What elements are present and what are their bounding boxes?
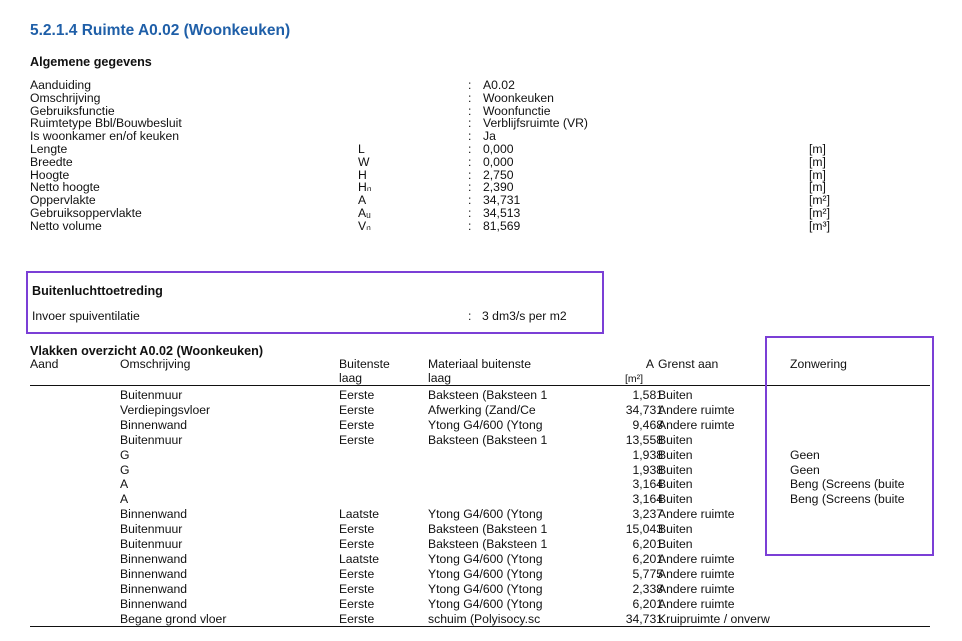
general-row bbox=[30, 105, 930, 117]
row-omschrijving: G bbox=[120, 462, 130, 477]
row-omschrijving: Buitenmuur bbox=[120, 388, 183, 402]
row-omschrijving: Binnenwand bbox=[120, 581, 188, 596]
general-row bbox=[30, 156, 930, 168]
general-row bbox=[30, 117, 930, 129]
air-label: Invoer spuiventilatie bbox=[32, 309, 140, 323]
row-omschrijving: A bbox=[120, 477, 129, 492]
row-area: 3,237 bbox=[632, 507, 663, 522]
general-unit: [m] bbox=[809, 154, 826, 169]
general-value: Woonfunctie bbox=[483, 103, 551, 118]
row-grenst-aan: Buiten bbox=[658, 522, 693, 537]
row-buitenste-laag: Eerste bbox=[339, 522, 375, 537]
row-area: 3,164 bbox=[632, 477, 663, 492]
header-material-line2: laag bbox=[428, 371, 452, 385]
general-unit: [m] bbox=[809, 142, 826, 156]
row-grenst-aan: Buiten bbox=[658, 462, 693, 477]
general-colon: : bbox=[468, 78, 472, 92]
row-area: 1,938 bbox=[632, 447, 663, 462]
header-material-line1: Materiaal buitenste bbox=[428, 357, 531, 371]
table-row bbox=[30, 568, 930, 580]
row-buitenste-laag: Eerste bbox=[339, 432, 375, 447]
row-area: 9,468 bbox=[632, 417, 663, 432]
general-value: 34,513 bbox=[483, 206, 521, 220]
general-unit: [m²] bbox=[809, 206, 830, 220]
row-omschrijving: Buitenmuur bbox=[120, 522, 183, 537]
general-value: 2,750 bbox=[483, 167, 514, 182]
table-row bbox=[30, 613, 930, 625]
row-grenst-aan: Andere ruimte bbox=[658, 596, 735, 611]
row-grenst-aan: Andere ruimte bbox=[658, 566, 735, 581]
row-grenst-aan: Buiten bbox=[658, 432, 693, 447]
row-omschrijving: Binnenwand bbox=[120, 566, 188, 581]
row-area: 6,201 bbox=[632, 596, 663, 611]
row-grenst-aan: Kruipruimte / onverw bbox=[658, 611, 770, 626]
faces-heading: Vlakken overzicht A0.02 (Woonkeuken) bbox=[30, 344, 264, 358]
row-area: 5,775 bbox=[632, 566, 663, 581]
row-omschrijving: Begane grond vloer bbox=[120, 611, 227, 626]
general-symbol: L bbox=[358, 142, 365, 156]
general-unit: [m³] bbox=[809, 218, 830, 233]
air-colon: : bbox=[468, 309, 472, 323]
general-colon: : bbox=[468, 180, 472, 195]
row-materiaal: Baksteen (Baksteen 1 bbox=[428, 537, 548, 551]
general-value: Ja bbox=[483, 129, 496, 144]
general-label: Gebruiksoppervlakte bbox=[30, 206, 142, 220]
row-buitenste-laag: Eerste bbox=[339, 596, 375, 611]
general-label: Breedte bbox=[30, 154, 73, 169]
air-value: 3 dm3/s per m2 bbox=[482, 309, 567, 323]
row-omschrijving: A bbox=[120, 492, 129, 507]
general-value: 2,390 bbox=[483, 180, 514, 195]
row-omschrijving: G bbox=[120, 447, 130, 462]
general-unit: [m²] bbox=[809, 193, 830, 208]
row-materiaal: schuim (Polyisocy.sc bbox=[428, 611, 541, 626]
general-symbol: H bbox=[358, 167, 367, 182]
footer-rule bbox=[30, 626, 930, 627]
general-value: 0,000 bbox=[483, 142, 514, 156]
row-area: 13,558 bbox=[625, 432, 663, 447]
row-zonwering: Beng (Screens (buite bbox=[790, 477, 905, 492]
general-label: Is woonkamer en/of keuken bbox=[30, 129, 180, 144]
row-materiaal: Baksteen (Baksteen 1 bbox=[428, 432, 548, 447]
row-grenst-aan: Buiten bbox=[658, 492, 693, 507]
general-row bbox=[30, 220, 930, 232]
row-area: 2,338 bbox=[632, 581, 663, 596]
general-symbol: A bbox=[358, 193, 367, 208]
row-grenst-aan: Andere ruimte bbox=[658, 507, 735, 522]
row-area: 34,731 bbox=[625, 402, 663, 417]
row-grenst-aan: Andere ruimte bbox=[658, 581, 735, 596]
row-omschrijving: Binnenwand bbox=[120, 551, 188, 566]
general-colon: : bbox=[468, 193, 472, 208]
general-row bbox=[30, 169, 930, 181]
general-colon: : bbox=[468, 154, 472, 169]
row-area: 1,938 bbox=[632, 462, 663, 477]
row-buitenste-laag: Eerste bbox=[339, 566, 375, 581]
header-area-line2: [m²] bbox=[625, 373, 644, 385]
row-zonwering: Beng (Screens (buite bbox=[790, 492, 905, 507]
general-label: Hoogte bbox=[30, 167, 70, 182]
general-label: Ruimtetype Bbl/Bouwbesluit bbox=[30, 116, 182, 131]
row-grenst-aan: Buiten bbox=[658, 477, 693, 492]
general-colon: : bbox=[468, 90, 472, 105]
header-zonwering: Zonwering bbox=[790, 357, 847, 371]
general-value: 34,731 bbox=[483, 193, 521, 208]
general-label: Gebruiksfunctie bbox=[30, 103, 115, 118]
table-row bbox=[30, 583, 930, 595]
row-area: 15,043 bbox=[625, 522, 663, 537]
general-row bbox=[30, 143, 930, 155]
zonwering-highlight-box bbox=[765, 336, 934, 556]
row-materiaal: Ytong G4/600 (Ytong bbox=[428, 581, 543, 596]
row-zonwering: Geen bbox=[790, 462, 820, 477]
row-omschrijving: Buitenmuur bbox=[120, 537, 183, 551]
air-highlight-box bbox=[26, 271, 604, 334]
row-materiaal: Ytong G4/600 (Ytong bbox=[428, 596, 543, 611]
general-colon: : bbox=[468, 218, 472, 233]
header-grenst: Grenst aan bbox=[658, 357, 719, 371]
header-area-line1: A bbox=[645, 357, 654, 371]
general-row bbox=[30, 130, 930, 142]
header-omschrijving: Omschrijving bbox=[120, 357, 191, 371]
general-label: Oppervlakte bbox=[30, 193, 96, 208]
row-area: 3,164 bbox=[632, 492, 663, 507]
row-grenst-aan: Andere ruimte bbox=[658, 417, 735, 432]
general-colon: : bbox=[468, 116, 472, 131]
row-buitenste-laag: Eerste bbox=[339, 611, 375, 626]
row-materiaal: Baksteen (Baksteen 1 bbox=[428, 522, 548, 537]
general-value: Verblijfsruimte (VR) bbox=[483, 116, 588, 131]
general-symbol: Hₙ bbox=[358, 180, 372, 195]
row-materiaal: Baksteen (Baksteen 1 bbox=[428, 388, 548, 402]
header-aand: Aand bbox=[30, 357, 59, 371]
general-symbol: Aᵤ bbox=[358, 206, 371, 220]
table-row bbox=[30, 598, 930, 610]
general-value: A0.02 bbox=[483, 78, 515, 92]
row-omschrijving: Binnenwand bbox=[120, 596, 188, 611]
general-colon: : bbox=[468, 167, 472, 182]
general-label: Lengte bbox=[30, 142, 68, 156]
row-buitenste-laag: Eerste bbox=[339, 402, 375, 417]
general-heading: Algemene gegevens bbox=[30, 55, 152, 69]
general-row bbox=[30, 207, 930, 219]
row-materiaal: Ytong G4/600 (Ytong bbox=[428, 507, 543, 522]
row-materiaal: Ytong G4/600 (Ytong bbox=[428, 417, 543, 432]
row-omschrijving: Binnenwand bbox=[120, 507, 188, 522]
general-unit: [m] bbox=[809, 167, 826, 182]
row-materiaal: Afwerking (Zand/Ce bbox=[428, 402, 536, 417]
row-buitenste-laag: Laatste bbox=[339, 507, 379, 522]
general-label: Netto hoogte bbox=[30, 180, 100, 195]
row-omschrijving: Verdiepingsvloer bbox=[120, 402, 211, 417]
general-value: 0,000 bbox=[483, 154, 514, 169]
row-area: 34,731 bbox=[625, 611, 663, 626]
row-buitenste-laag: Eerste bbox=[339, 417, 375, 432]
general-label: Omschrijving bbox=[30, 90, 101, 105]
row-buitenste-laag: Eerste bbox=[339, 388, 375, 402]
general-colon: : bbox=[468, 129, 472, 144]
general-unit: [m] bbox=[809, 180, 826, 195]
general-row bbox=[30, 181, 930, 193]
row-grenst-aan: Andere ruimte bbox=[658, 551, 735, 566]
header-laag-line1: Buitenste bbox=[339, 357, 390, 371]
row-zonwering: Geen bbox=[790, 447, 820, 462]
general-colon: : bbox=[468, 206, 472, 220]
row-area: 6,201 bbox=[632, 551, 663, 566]
row-buitenste-laag: Eerste bbox=[339, 581, 375, 596]
row-grenst-aan: Buiten bbox=[658, 537, 693, 551]
general-label: Netto volume bbox=[30, 218, 102, 233]
row-grenst-aan: Buiten bbox=[658, 388, 693, 402]
general-label: Aanduiding bbox=[30, 78, 91, 92]
page-title: 5.2.1.4 Ruimte A0.02 (Woonkeuken) bbox=[30, 22, 291, 39]
air-heading: Buitenluchttoetreding bbox=[32, 284, 163, 298]
general-value: 81,569 bbox=[483, 218, 521, 233]
general-symbol: W bbox=[358, 154, 370, 169]
row-area: 1,581 bbox=[632, 388, 663, 402]
header-laag-line2: laag bbox=[339, 371, 363, 385]
row-buitenste-laag: Laatste bbox=[339, 551, 379, 566]
general-row bbox=[30, 92, 930, 104]
row-grenst-aan: Buiten bbox=[658, 447, 693, 462]
general-symbol: Vₙ bbox=[358, 218, 371, 233]
general-row bbox=[30, 194, 930, 206]
row-materiaal: Ytong G4/600 (Ytong bbox=[428, 551, 543, 566]
general-colon: : bbox=[468, 142, 472, 156]
general-row bbox=[30, 79, 930, 91]
general-value: Woonkeuken bbox=[483, 90, 554, 105]
general-colon: : bbox=[468, 103, 472, 118]
row-omschrijving: Binnenwand bbox=[120, 417, 188, 432]
row-buitenste-laag: Eerste bbox=[339, 537, 375, 551]
row-area: 6,201 bbox=[632, 537, 663, 551]
row-grenst-aan: Andere ruimte bbox=[658, 402, 735, 417]
row-materiaal: Ytong G4/600 (Ytong bbox=[428, 566, 543, 581]
row-omschrijving: Buitenmuur bbox=[120, 432, 183, 447]
